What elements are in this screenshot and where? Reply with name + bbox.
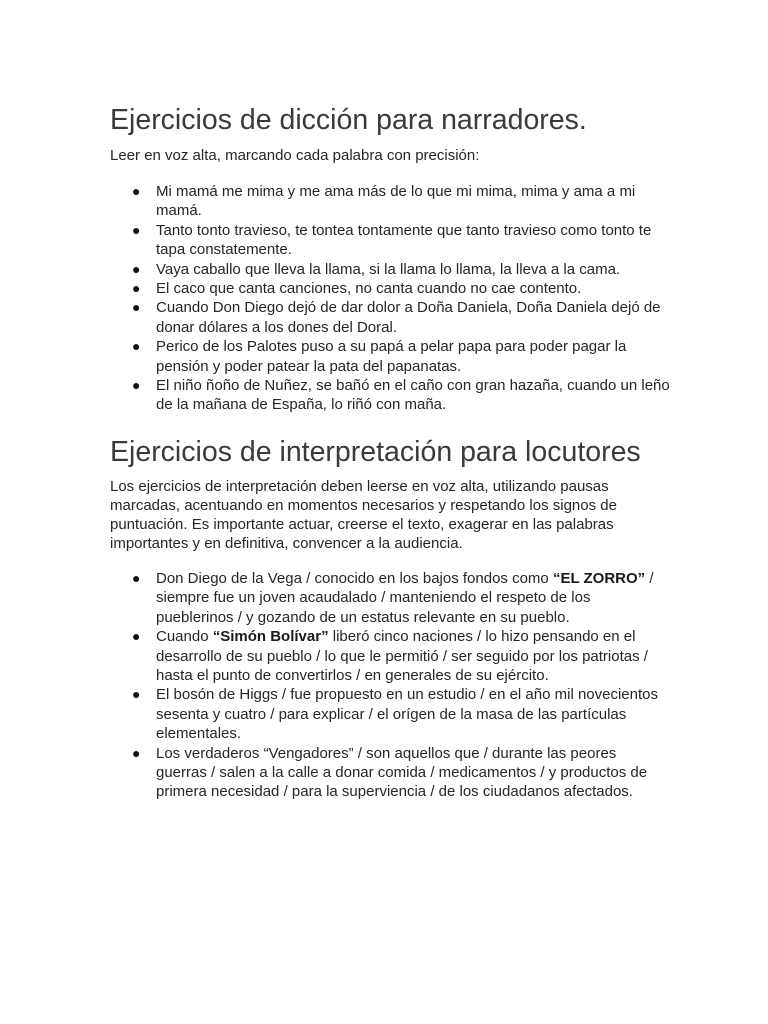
list-item-bold: “Simón Bolívar”	[212, 628, 329, 646]
list-item-text-before: Don Diego de la Vega / conocido en los bajos fondos como	[156, 569, 553, 587]
list-item-text: El bosón de Higgs / fue propuesto en un estudio / en el año mil novecientos sesenta y cuatro / para explicar / el orígen de la masa de las partículas elementales.	[156, 686, 658, 743]
list-item	[132, 376, 670, 415]
list-item	[132, 627, 670, 685]
list-item	[132, 279, 670, 298]
section2-list	[110, 569, 670, 802]
bullet-icon: ●	[132, 260, 141, 277]
list-item-text-after: / siempre fue un joven acaudalado / manteniendo el respeto de los pueblerinos / y gozando de un estatus relevante en su pueblo.	[156, 569, 654, 626]
bullet-icon: ●	[132, 377, 141, 394]
list-item-text: Vaya caballo que lleva la llama, si la llama lo llama, la lleva a la cama.	[156, 260, 621, 278]
list-item	[132, 182, 670, 221]
list-item-bold: “EL ZORRO”	[552, 569, 646, 587]
list-item-text: Cuando Don Diego dejó de dar dolor a Doña Daniela, Doña Daniela dejó de donar dólares a los dones del Doral.	[156, 299, 661, 336]
section1-title: Ejercicios de dicción para narradores.	[110, 104, 587, 136]
list-item-text: Perico de los Palotes puso a su papá a pelar papa para poder pagar la pensión y poder patear la pata del papanatas.	[156, 338, 627, 375]
section1-intro: Leer en voz alta, marcando cada palabra con precisión:	[110, 147, 480, 164]
list-item-text: El caco que canta canciones, no canta cuando no cae contento.	[156, 280, 582, 298]
bullet-icon: ●	[132, 686, 141, 703]
bullet-icon: ●	[132, 221, 141, 238]
list-item	[132, 744, 670, 802]
list-item	[132, 337, 670, 376]
list-item	[132, 221, 670, 260]
list-item	[132, 260, 670, 279]
list-item	[132, 569, 670, 627]
list-item-text-after: liberó cinco naciones / lo hizo pensando en el desarrollo de su pueblo / lo que le permitió / ser seguido por los patriotas / hasta el punto de convertirlos / en generales de su ejército.	[156, 628, 648, 684]
bullet-icon: ●	[132, 280, 141, 297]
section2-intro: Los ejercicios de interpretación deben leerse en voz alta, utilizando pausas marcadas, acentuando en momentos necesarios y respetando los signos de puntuación. Es importante actuar, creerse el texto, exagerar en las palabras importantes y en definitiva, convencer a la audiencia.	[110, 477, 617, 552]
bullet-icon: ●	[132, 299, 141, 316]
section1-list	[110, 182, 670, 415]
bullet-icon: ●	[132, 569, 141, 586]
list-item	[132, 685, 670, 743]
list-item-text: El niño ñoño de Nuñez, se bañó en el caño con gran hazaña, cuando un leño de la mañana de España, lo riñó con maña.	[156, 377, 670, 414]
list-item-text: Tanto tonto travieso, te tontea tontamente que tanto travieso como tonto te tapa constatemente.	[156, 221, 652, 259]
bullet-icon: ●	[132, 744, 141, 761]
bullet-icon: ●	[132, 338, 141, 355]
document-page	[110, 104, 670, 802]
bullet-icon: ●	[132, 183, 141, 199]
bullet-icon: ●	[132, 628, 141, 645]
list-item-text: Mi mamá me mima y me ama más de lo que mi mima, mima y ama a mi mamá.	[156, 183, 636, 220]
list-item	[132, 298, 670, 337]
section2-title: Ejercicios de interpretación para locutores	[110, 435, 641, 468]
list-item-text-before: Cuando	[156, 628, 213, 646]
list-item-text: Los verdaderos “Vengadores” / son aquellos que / durante las peores guerras / salen a la calle a donar comida / medicamentos / y productos de primera necesidad / para la superviencia / de los ciudadanos afectados.	[156, 744, 648, 801]
